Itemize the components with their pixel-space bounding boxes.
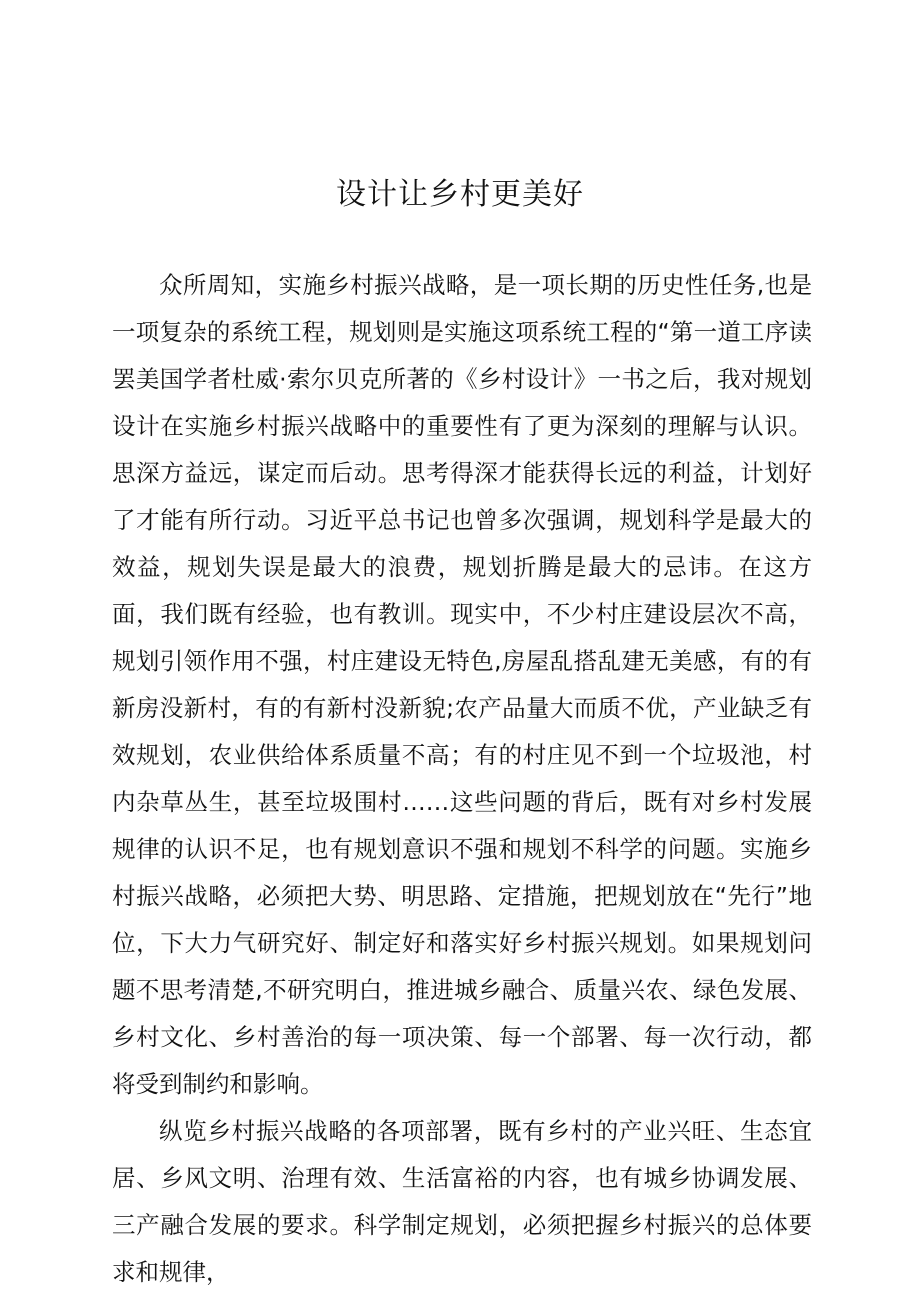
paragraph-1: 众所周知，实施乡村振兴战略，是一项长期的历史性任务,也是一项复杂的系统工程，规划则是实施这项系统工程的“第一道工序读罢美国学者杜威·索尔贝克所著的《乡村设计》一书之后，我对规划设计在实施乡村振兴战略中的重要性有了更为深刻的理解与认识。思深方益远，谋定而后动。思考得深才能获得长远的利益，计划好了才能有所行动。习近平总书记也曾多次强调，规划科学是最大的效益，规划失误是最大的浪费，规划折腾是最大的忌讳。在这方面，我们既有经验，也有教训。现实中，不少村庄建设层次不高，规划引领作用不强，村庄建设无特色,房屋乱搭乱建无美感，有的有新房没新村，有的有新村没新貌;农产品量大而质不优，产业缺乏有效规划，农业供给体系质量不高；有的村庄见不到一个垃圾池，村内杂草丛生，甚至垃圾围村……这些问题的背后，既有对乡村发展规律的认识不足，也有规划意识不强和规划不科学的问题。实施乡村振兴战略，必须把大势、明思路、定措施，把规划放在“先行”地位，下大力气研究好、制定好和落实好乡村振兴规划。如果规划问题不思考清楚,不研究明白，推进城乡融合、质量兴农、绿色发展、乡村文化、乡村善治的每一项决策、每一个部署、每一次行动，都将受到制约和影响。 <box>112 271 812 1098</box>
document-body <box>112 262 812 1296</box>
paragraph-2: 纵览乡村振兴战略的各项部署，既有乡村的产业兴旺、生态宜居、乡风文明、治理有效、生活富裕的内容，也有城乡协调发展、三产融合发展的要求。科学制定规划，必须把握乡村振兴的总体要求和规律， <box>112 1117 812 1286</box>
document-title: 设计让乡村更美好 <box>336 177 584 212</box>
